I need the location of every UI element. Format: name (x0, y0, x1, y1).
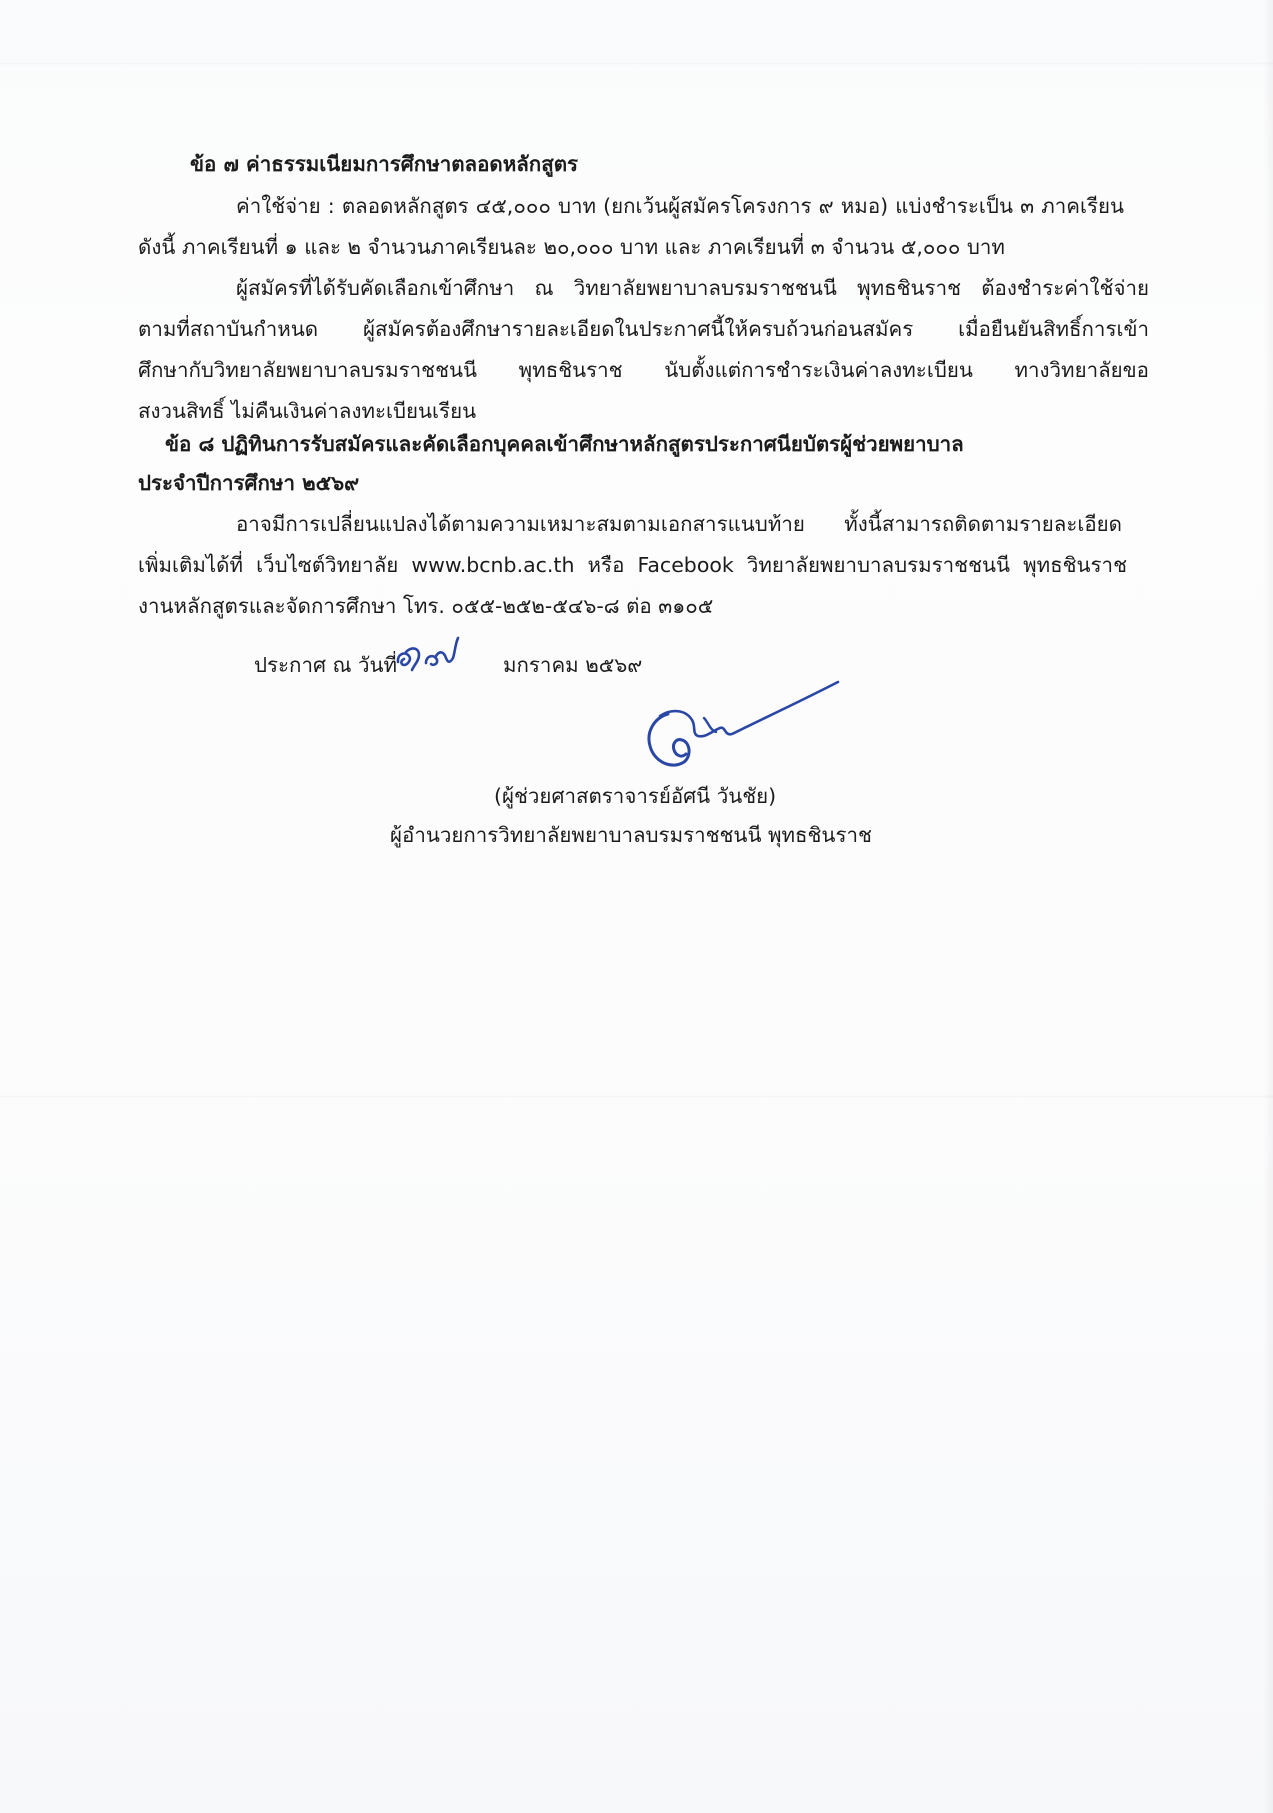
section-7-terms-line: ตามที่สถาบันกำหนด ผู้สมัครต้องศึกษารายละเอียดในประกาศนี้ให้ครบถ้วนก่อนสมัคร เมื่อยืนยันสิทธิ์การเข้า (138, 317, 1149, 341)
signature (620, 678, 840, 778)
section-8-body-line: เพิ่มเติมได้ที่ เว็บไซต์วิทยาลัย www.bcnb.ac.th หรือ Facebook วิทยาลัยพยาบาลบรมราชชนนี พุทธชินราช (138, 553, 1127, 577)
section-8-heading: ประจำปีการศึกษา ๒๕๖๙ (138, 471, 360, 495)
section-7-cost-line: ดังนี้ ภาคเรียนที่ ๑ และ ๒ จำนวนภาคเรียนละ ๒๐,๐๐๐ บาท และ ภาคเรียนที่ ๓ จำนวน ๕,๐๐๐ บาท (138, 235, 1005, 259)
section-8-body-line: งานหลักสูตรและจัดการศึกษา โทร. ๐๕๕-๒๕๒-๕๔๖-๘ ต่อ ๓๑๐๕ (138, 594, 714, 618)
section-7-terms-line: ผู้สมัครที่ได้รับคัดเลือกเข้าศึกษา ณ วิทยาลัยพยาบาลบรมราชชนนี พุทธชินราช ต้องชำระค่าใช้จ่าย (236, 276, 1149, 300)
section-7-cost-line: ค่าใช้จ่าย : ตลอดหลักสูตร ๔๕,๐๐๐ บาท (ยกเว้นผู้สมัครโครงการ ๙ หมอ) แบ่งชำระเป็น ๓ ภาคเรียน (236, 194, 1124, 218)
paper-crease (0, 62, 1273, 65)
signatory-name: (ผู้ช่วยศาสตราจารย์อัศนี วันชัย) (494, 784, 777, 808)
paper-crease (0, 1095, 1273, 1098)
announcement-date-prefix: ประกาศ ณ วันที่ (254, 653, 398, 677)
section-8-body-line: อาจมีการเปลี่ยนแปลงได้ตามความเหมาะสมตามเอกสารแนบท้าย ทั้งนี้สามารถติดตามรายละเอียด (236, 512, 1122, 536)
signatory-title: ผู้อำนวยการวิทยาลัยพยาบาลบรมราชชนนี พุทธชินราช (390, 823, 872, 847)
section-7-heading: ข้อ ๗ ค่าธรรมเนียมการศึกษาตลอดหลักสูตร (190, 152, 579, 176)
section-8-heading: ข้อ ๘ ปฏิทินการรับสมัครและคัดเลือกบุคคลเข้าศึกษาหลักสูตรประกาศนียบัตรผู้ช่วยพยาบาล (165, 432, 964, 456)
announcement-month-year: มกราคม ๒๕๖๙ (503, 653, 643, 677)
handwritten-day (392, 632, 464, 678)
section-7-terms-line: สงวนสิทธิ์ ไม่คืนเงินค่าลงทะเบียนเรียน (138, 399, 477, 423)
page-edge-shadow (1263, 0, 1273, 1813)
section-7-terms-line: ศึกษากับวิทยาลัยพยาบาลบรมราชชนนี พุทธชินราช นับตั้งแต่การชำระเงินค่าลงทะเบียน ทางวิทยาลัยขอ (138, 358, 1149, 382)
